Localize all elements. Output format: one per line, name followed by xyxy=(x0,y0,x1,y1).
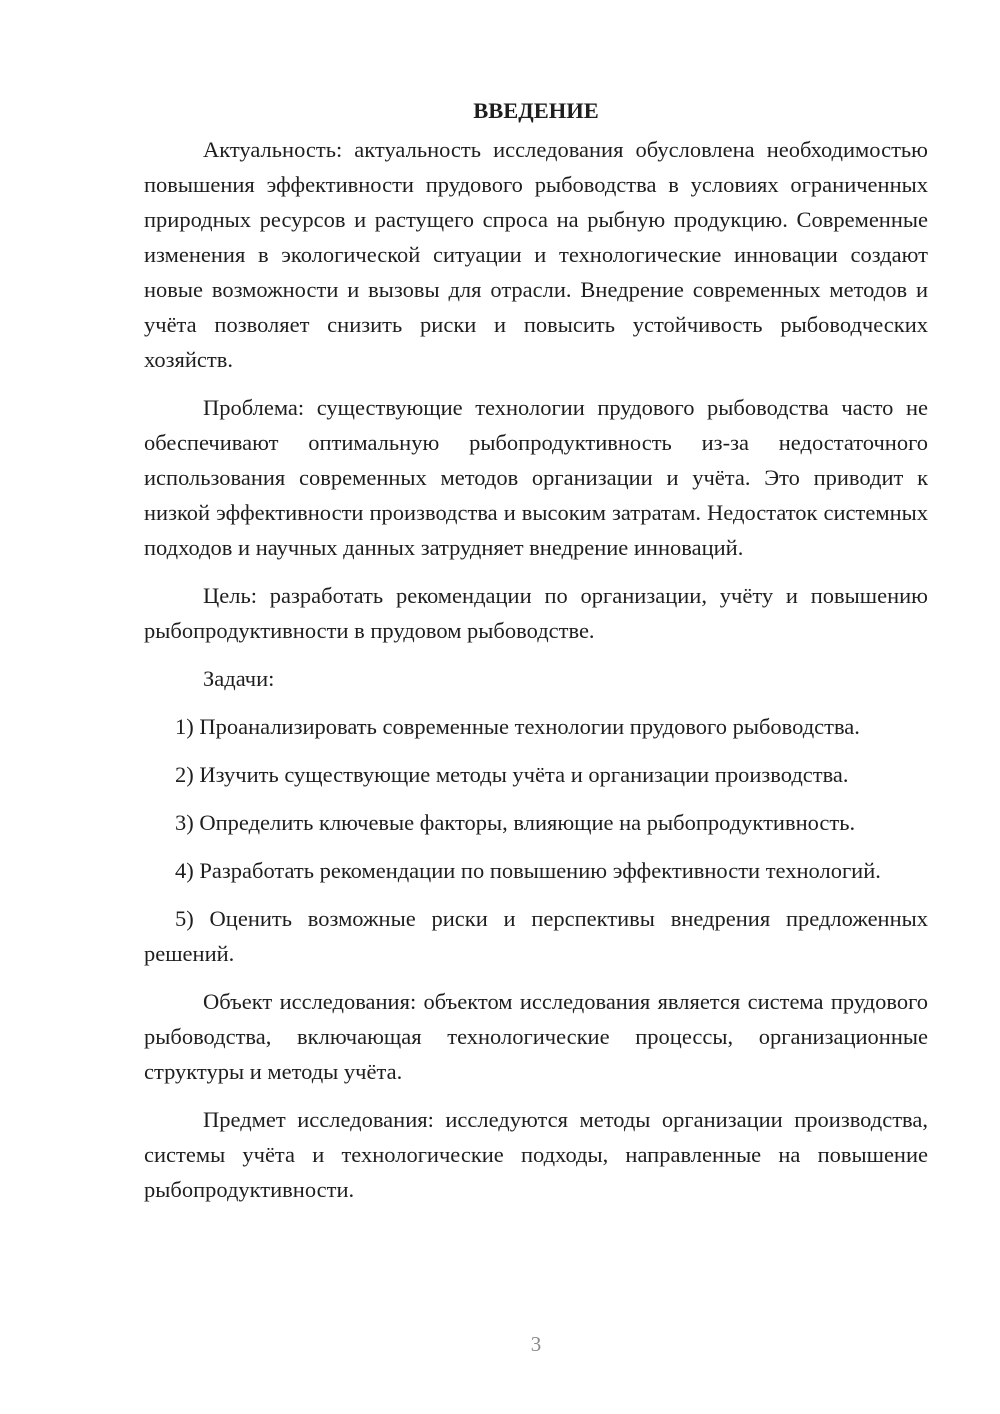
task-item-1: 1) Проанализировать современные технологии прудового рыбоводства. xyxy=(175,714,860,739)
task-item-2: 2) Изучить существующие методы учёта и организации производства. xyxy=(175,762,849,787)
paragraph-subject: Предмет исследования: исследуются методы организации производства, системы учёта и технологические подходы, направленные на повышение рыбопродуктивности. xyxy=(144,1107,928,1202)
task-item-4: 4) Разработать рекомендации по повышению эффективности технологий. xyxy=(175,858,881,883)
paragraph-goal: Цель: разработать рекомендации по организации, учёту и повышению рыбопродуктивности в прудовом рыбоводстве. xyxy=(144,583,928,643)
task-item-3: 3) Определить ключевые факторы, влияющие на рыбопродуктивность. xyxy=(175,810,856,835)
task-item-5: 5) Оценить возможные риски и перспективы внедрения предложенных решений. xyxy=(144,906,928,966)
paragraph-object: Объект исследования: объектом исследования является система прудового рыбоводства, включающая технологические процессы, организационные структуры и методы учёта. xyxy=(144,989,928,1084)
paragraph-tasks-heading: Задачи: xyxy=(203,666,275,691)
document-body xyxy=(144,93,928,1220)
page-number: 3 xyxy=(530,1332,542,1356)
paragraph-relevance: Актуальность: актуальность исследования обусловлена необходимостью повышения эффективности прудового рыбоводства в условиях ограниченных природных ресурсов и растущего спроса на рыбную продукцию. Современные изменения в экологической ситуации и технологические инновации создают новые возможности и вызовы для отрасли. Внедрение современных методов и учёта позволяет снизить риски и повысить устойчивость рыбоводческих хозяйств. xyxy=(144,137,928,372)
paragraph-problem: Проблема: существующие технологии прудового рыбоводства часто не обеспечивают оптимальную рыбопродуктивность из-за недостаточного использования современных методов организации и учёта. Это приводит к низкой эффективности производства и высоким затратам. Недостаток системных подходов и научных данных затрудняет внедрение инноваций. xyxy=(144,395,928,560)
section-title: ВВЕДЕНИЕ xyxy=(473,98,599,123)
